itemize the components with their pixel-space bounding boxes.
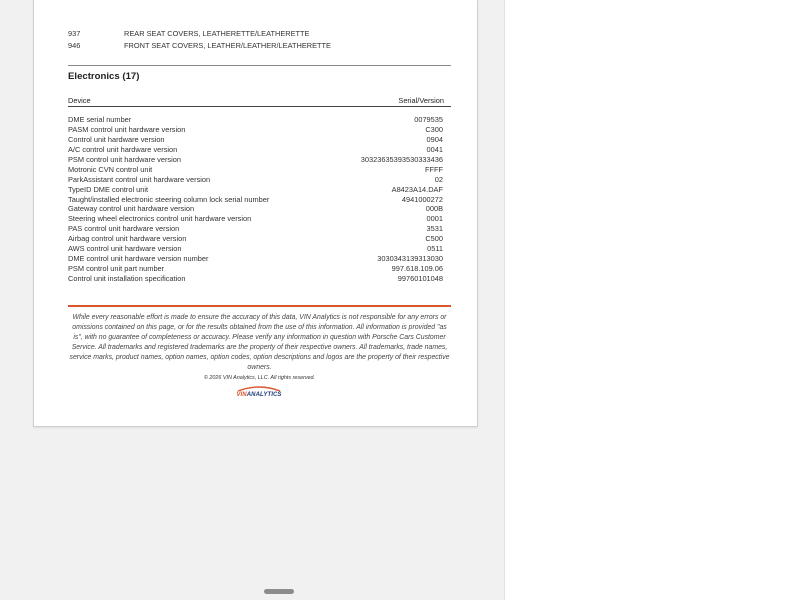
table-row — [68, 115, 443, 125]
device-name: Gateway control unit hardware version — [68, 204, 195, 214]
logo-vin-text: VIN — [236, 392, 247, 398]
table-row — [68, 204, 443, 214]
device-name: PSM control unit hardware version — [68, 154, 181, 164]
device-name: DME control unit hardware version number — [68, 254, 209, 264]
option-code: 937 — [68, 29, 81, 38]
table-row — [68, 175, 443, 185]
serial-value: 0001 — [426, 214, 443, 224]
serial-value: 30323635393530333436 — [360, 154, 443, 164]
serial-value: 4941000272 — [401, 194, 443, 204]
device-name: DME serial number — [68, 115, 132, 124]
table-row — [68, 234, 443, 244]
side-panel — [504, 0, 800, 600]
table-row — [68, 274, 443, 284]
serial-value: 0079535 — [414, 115, 443, 124]
option-description: FRONT SEAT COVERS, LEATHER/LEATHER/LEATHERETTE — [124, 41, 331, 50]
table-row — [68, 224, 443, 234]
table-row — [68, 264, 443, 274]
device-name: Taught/installed electronic steering column lock serial number — [68, 194, 270, 204]
vin-analytics-logo — [224, 385, 294, 401]
table-row — [68, 135, 443, 145]
device-name: Control unit installation specification — [68, 274, 186, 283]
device-name: PAS control unit hardware version — [68, 224, 180, 234]
scroll-handle[interactable] — [264, 589, 294, 594]
serial-value: FFFF — [424, 164, 443, 174]
disclaimer-text: While every reasonable effort is made to ensure the accuracy of this data, VIN Analytics is not responsible for any errors or omissions contained on this page, or for the results obtained from the use of this information. All information is provided "as is", with no guarantee of completeness or accuracy. Please verify any information in question with Porsche Cars Customer Service. All trademarks and registered trademarks are the property of their respective owners. All trademarks, trade names, service marks, product names, option names, option codes, option descriptions and logos are the property of their respective owners. — [69, 314, 450, 371]
device-name: Motronic CVN control unit — [68, 164, 153, 174]
serial-value: C300 — [425, 124, 443, 134]
table-row — [68, 125, 443, 135]
section-title: Electronics (17) — [68, 71, 140, 82]
column-header-serial: Serial/Version — [398, 96, 444, 105]
device-name: Control unit hardware version — [68, 134, 165, 144]
footer-divider — [68, 305, 451, 307]
table-row — [68, 155, 443, 165]
device-name: TypeID DME control unit — [68, 184, 149, 194]
electronics-table — [68, 115, 443, 284]
table-row — [68, 195, 443, 205]
table-row — [68, 185, 443, 195]
table-row — [68, 165, 443, 175]
section-divider — [68, 65, 451, 66]
serial-value: 02 — [434, 174, 443, 184]
copyright-text: © 2026 VIN Analytics, LLC. All rights reserved. — [203, 375, 316, 381]
device-name: Airbag control unit hardware version — [68, 234, 187, 244]
serial-value: 0511 — [427, 244, 443, 254]
serial-value: 997.618.109.06 — [391, 264, 443, 274]
device-name: Steering wheel electronics control unit hardware version — [68, 214, 252, 224]
device-name: A/C control unit hardware version — [68, 144, 178, 154]
column-header-device: Device — [68, 96, 91, 105]
logo-analytics-text: ANALYTICS — [246, 392, 282, 398]
header-divider — [68, 106, 451, 107]
device-name: PSM control unit part number — [68, 264, 165, 274]
serial-value: 99760101048 — [397, 274, 443, 283]
device-name: PASM control unit hardware version — [68, 124, 186, 134]
table-row — [68, 244, 443, 254]
serial-value: 000B — [425, 204, 443, 214]
device-name: ParkAssistant control unit hardware version — [68, 174, 211, 184]
serial-value: 3531 — [426, 224, 443, 234]
document-page — [33, 0, 478, 427]
option-code: 946 — [68, 41, 81, 50]
option-description: REAR SEAT COVERS, LEATHERETTE/LEATHERETTE — [124, 29, 310, 38]
table-row — [68, 145, 443, 155]
serial-value: 0041 — [426, 144, 443, 154]
device-name: AWS control unit hardware version — [68, 244, 182, 254]
table-row — [68, 214, 443, 224]
serial-value: C500 — [425, 234, 443, 244]
serial-value: 0904 — [426, 134, 443, 144]
table-row — [68, 254, 443, 264]
serial-value: 3030343139313030 — [377, 254, 443, 264]
logo-swoosh-icon — [236, 385, 282, 392]
serial-value: A8423A14.DAF — [391, 184, 443, 194]
